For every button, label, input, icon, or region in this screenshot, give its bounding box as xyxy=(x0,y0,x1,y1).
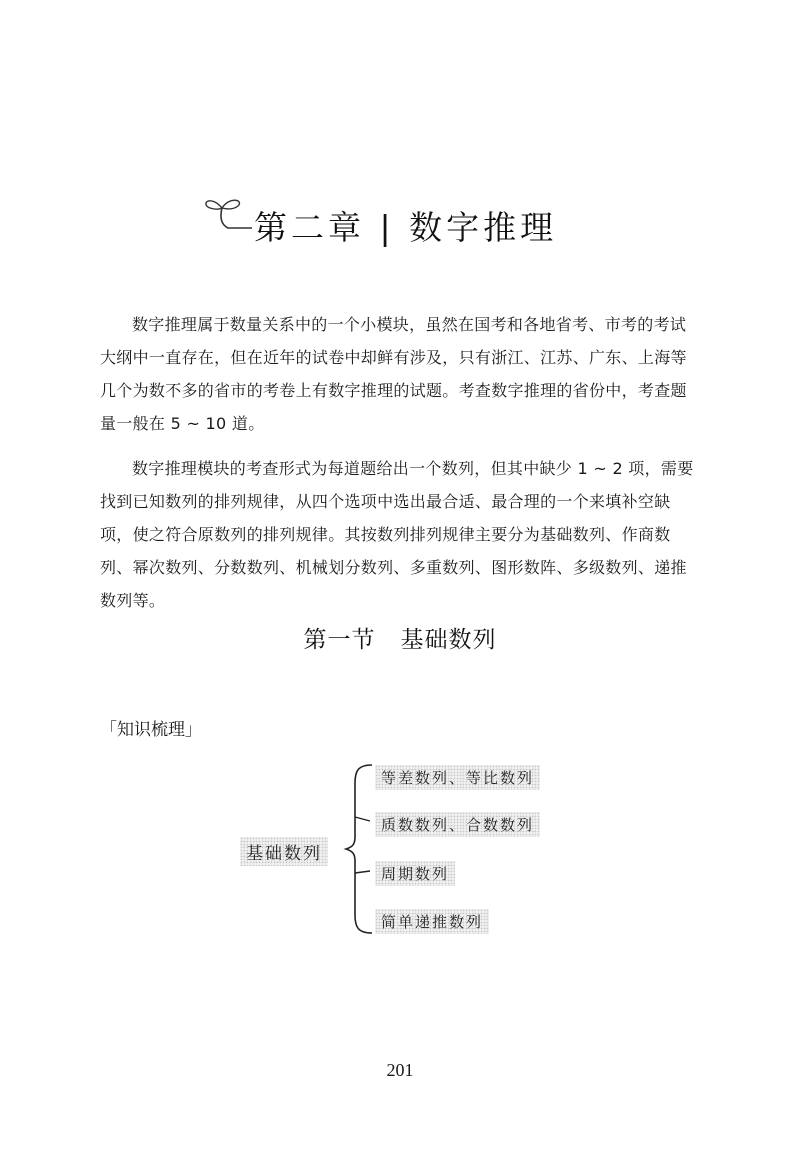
chapter-header xyxy=(200,190,600,260)
page-number: 201 xyxy=(386,1060,414,1080)
section-title: 第一节 基础数列 xyxy=(303,627,497,653)
intro-paragraph-2: 数字推理模块的考查形式为每道题给出一个数列，但其中缺少 1 ~ 2 项，需要找到已知数列的排列规律，从四个选项中选出最合适、最合理的一个来填补空缺项，使之符合原数列的排列规律。其按数列排列规律主要分为基础数列、作商数列、幂次数列、分数数列、机械划分数列、多重数列、图形数阵、多级数列、递推数列等。 xyxy=(100,459,694,610)
sprout-icon xyxy=(200,190,252,242)
intro-paragraph-1: 数字推理属于数量关系中的一个小模块，虽然在国考和各地省考、市考的考试大纲中一直存在，但在近年的试卷中却鲜有涉及，只有浙江、江苏、广东、上海等几个为数不多的省市的考卷上有数字推理的试题。考查数字推理的省份中，考查题量一般在 5 ~ 10 道。 xyxy=(100,315,687,433)
knowledge-tree-diagram xyxy=(230,755,560,945)
tree-leaf-node: 质数数列、合数数列 xyxy=(375,812,540,837)
tree-root-node: 基础数列 xyxy=(240,837,328,866)
tree-leaf-node: 简单递推数列 xyxy=(375,909,489,934)
tree-leaf-node: 等差数列、等比数列 xyxy=(375,765,540,790)
chapter-title: 第二章 | 数字推理 xyxy=(254,208,558,247)
tree-leaf-node: 周期数列 xyxy=(375,861,455,886)
knowledge-heading: 「知识梳理」 xyxy=(100,720,202,740)
